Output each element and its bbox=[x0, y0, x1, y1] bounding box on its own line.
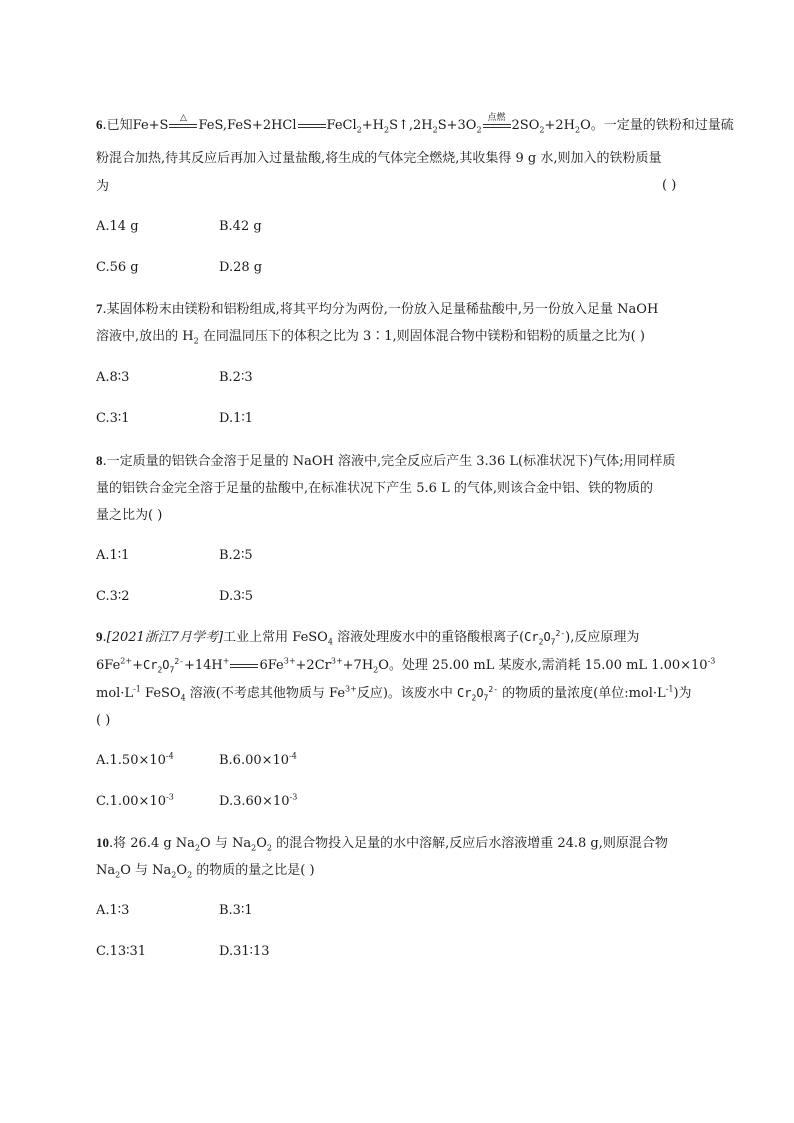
q10-option-d: D.31∶13 bbox=[219, 944, 270, 959]
q10-line2: $Na_2O$ 与 $Na_2O_2$ 的物质的量之比是( ) bbox=[96, 863, 315, 880]
q8-number: 8 bbox=[96, 453, 103, 468]
q9-source-tag: .[2021浙江7月学考] bbox=[102, 630, 224, 645]
q7-option-d: D.1∶1 bbox=[219, 411, 254, 426]
q10-number: 10 bbox=[96, 835, 109, 850]
q9-option-d: $D.3.60\times 10^{-3}$ bbox=[219, 792, 298, 809]
q6-line3: 为 bbox=[96, 179, 110, 194]
reaction-arrow-heat: △ bbox=[168, 119, 198, 133]
reaction-arrow bbox=[297, 119, 327, 133]
q8-option-d: D.3∶5 bbox=[219, 589, 254, 604]
q8-line3: 量之比为( ) bbox=[96, 508, 163, 523]
q6-option-a: A.14 g bbox=[96, 219, 139, 234]
q9-option-b: $B.6.00\times 10^{-4}$ bbox=[219, 751, 297, 768]
q9-option-c: $C.1.00\times 10^{-3}$ bbox=[96, 792, 174, 809]
q9-number: 9 bbox=[96, 629, 103, 644]
q8-option-b: B.2∶5 bbox=[219, 548, 253, 563]
q9-line3: $mol\cdot L^{-1}$ FeSO$_4$ 溶液(不考虑其他物质与 $Fe^{3+}$反应)。该废水中 $Cr_2O_7^{2-}$ 的物质的量浓度(单位$:mol\cdot L^{-1}$)为 bbox=[96, 684, 692, 703]
q8-line2: 量的铝铁合金完全溶于足量的盐酸中,在标准状况下产生 5.6 L 的气体,则该合金中铝、铁的物质的 bbox=[96, 481, 653, 496]
reaction-arrow-ignite: 点燃 bbox=[482, 119, 512, 133]
q6-option-b: B.42 g bbox=[219, 219, 262, 234]
q7-option-b: B.2∶3 bbox=[219, 370, 253, 385]
q9-answer-blank: ( ) bbox=[96, 713, 111, 728]
q7-option-a: A.8∶3 bbox=[96, 370, 130, 385]
q6-line1: 6.已知Fe+S △ FeS,FeS+2HCl $FeCl_2+H_2S↑,2H_2S+3O_2$ 点燃 $2SO_2+2H_2O$。一定量的铁粉和过量硫 bbox=[96, 112, 734, 135]
reaction-arrow bbox=[229, 659, 259, 673]
q10-option-a: A.1∶3 bbox=[96, 903, 130, 918]
q8-option-a: A.1∶1 bbox=[96, 548, 130, 563]
q9-line2: $6Fe^{2+}+Cr_2O_7^{2-}+14H^+$ $6Fe^{3+}+2Cr^{3+}+7H_2O$。处理 25.00 mL 某废水,需消耗 15.00 mL $1.00\times 10^{-3}$ bbox=[96, 656, 716, 675]
q7-number: 7 bbox=[96, 301, 103, 316]
q8-option-c: C.3∶2 bbox=[96, 589, 130, 604]
q10-option-c: C.13∶31 bbox=[96, 944, 147, 959]
q9-option-a: $A.1.50\times 10^{-4}$ bbox=[96, 751, 174, 768]
q8-line1: 8.一定质量的铝铁合金溶于足量的 NaOH 溶液中,完全反应后产生 3.36 L(标准状况下)气体;用同样质 bbox=[96, 453, 676, 469]
q6-number: 6 bbox=[96, 117, 103, 132]
q10-option-b: B.3∶1 bbox=[219, 903, 253, 918]
q6-answer-blank: ( ) bbox=[662, 178, 677, 193]
dichromate-ion: $Cr_2O_7^{2-}$ bbox=[524, 629, 566, 647]
q7-line1: 7.某固体粉末由镁粉和铝粉组成,将其平均分为两份,一份放入足量稀盐酸中,另一份放入足量 NaOH bbox=[96, 301, 659, 317]
q6-option-c: C.56 g bbox=[96, 260, 139, 275]
q7-option-c: C.3∶1 bbox=[96, 411, 130, 426]
dichromate-ion: $Cr_2O_7^{2-}$ bbox=[457, 685, 499, 703]
q7-line2: 溶液中,放出的 $H_2$ 在同温同压下的体积之比为 3∶1,则固体混合物中镁粉和铝粉的质量之比为( ) bbox=[96, 329, 645, 346]
q6-option-d: D.28 g bbox=[219, 260, 263, 275]
q10-line1: 10.将 26.4 g $Na_2O$ 与 $Na_2O_2$ 的混合物投入足量的水中溶解,反应后水溶液增重 24.8 g,则原混合物 bbox=[96, 835, 668, 853]
q6-line2: 粉混合加热,待其反应后再加入过量盐酸,将生成的气体完全燃烧,其收集得 9 g 水,则加入的铁粉质量 bbox=[96, 151, 662, 166]
dichromate-ion: $Cr_2O_7^{2-}$ bbox=[142, 657, 184, 675]
q9-line1: 9.[2021浙江7月学考]工业上常用 FeSO$_4$ 溶液处理废水中的重铬酸根离子$(Cr_2O_7^{2-})$,反应原理为 bbox=[96, 629, 640, 647]
